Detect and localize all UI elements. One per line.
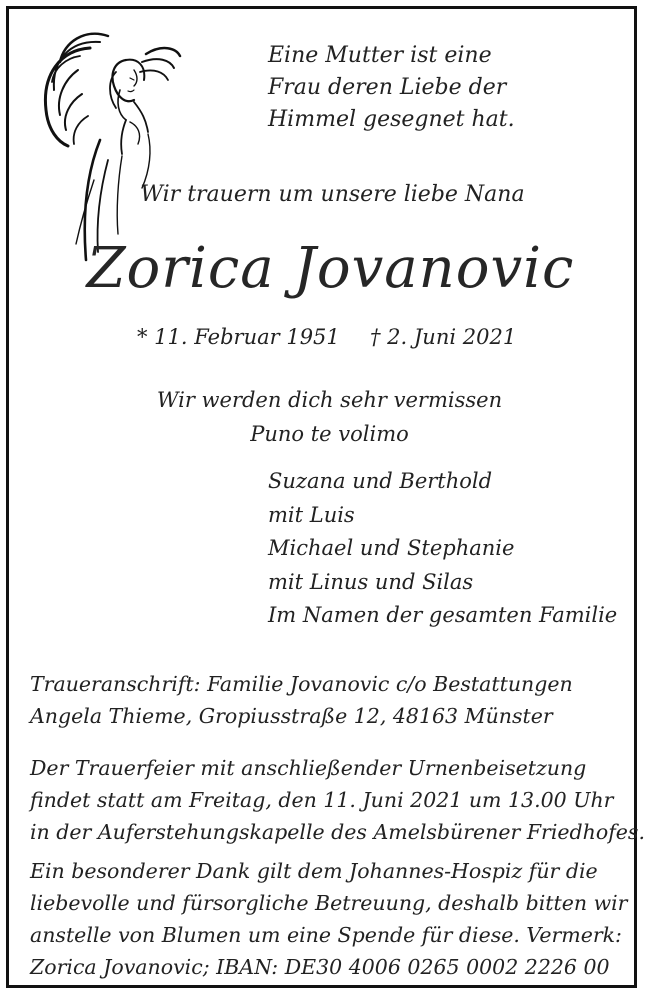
family-line: mit Luis <box>268 502 355 527</box>
thanks-info <box>30 855 627 983</box>
poem-line: Himmel gesegnet hat. <box>268 107 515 132</box>
thanks-line: anstelle von Blumen um eine Spende für diese. Vermerk: <box>30 923 622 947</box>
thanks-line: Zorica Jovanovic; IBAN: DE30 4006 0265 0002 2226 00 <box>30 955 610 979</box>
family-line: Michael und Stephanie <box>268 536 515 560</box>
poem-line: Frau deren Liebe der <box>268 75 507 100</box>
death-date: † 2. Juni 2021 <box>370 325 517 349</box>
family-line: mit Linus und Silas <box>268 569 474 594</box>
family-line: Im Namen der gesamten Familie <box>268 603 618 627</box>
family-signatures <box>268 465 617 633</box>
poem <box>268 40 515 136</box>
poem-line: Eine Mutter ist eine <box>268 43 492 68</box>
mourning-address <box>30 668 573 732</box>
thanks-line: Ein besonderer Dank gilt dem Johannes-Hospiz für die <box>30 859 598 883</box>
ceremony-line: Der Trauerfeier mit anschließender Urnenbeisetzung <box>30 756 587 780</box>
ceremony-line: findet statt am Freitag, den 11. Juni 2021 um 13.00 Uhr <box>30 788 614 812</box>
miss-line: Puno te volimo <box>250 422 409 446</box>
miss-lines <box>0 383 649 451</box>
ceremony-line: in der Auferstehungskapelle des Amelsbürener Friedhofes. <box>30 820 645 844</box>
address-line: Traueranschrift: Familie Jovanovic c/o Bestattungen <box>30 672 573 696</box>
intro-line: Wir trauern um unsere liebe Nana <box>140 182 525 207</box>
deceased-name: Zorica Jovanovic <box>86 236 575 301</box>
thanks-line: liebevolle und fürsorgliche Betreuung, deshalb bitten wir <box>30 891 628 915</box>
ceremony-info <box>30 752 645 848</box>
miss-line: Wir werden dich sehr vermissen <box>156 388 503 412</box>
family-line: Suzana und Berthold <box>268 469 493 493</box>
birth-date: * 11. Februar 1951 <box>137 325 340 349</box>
address-line: Angela Thieme, Gropiusstraße 12, 48163 Münster <box>30 704 553 728</box>
angel-icon <box>30 20 190 270</box>
